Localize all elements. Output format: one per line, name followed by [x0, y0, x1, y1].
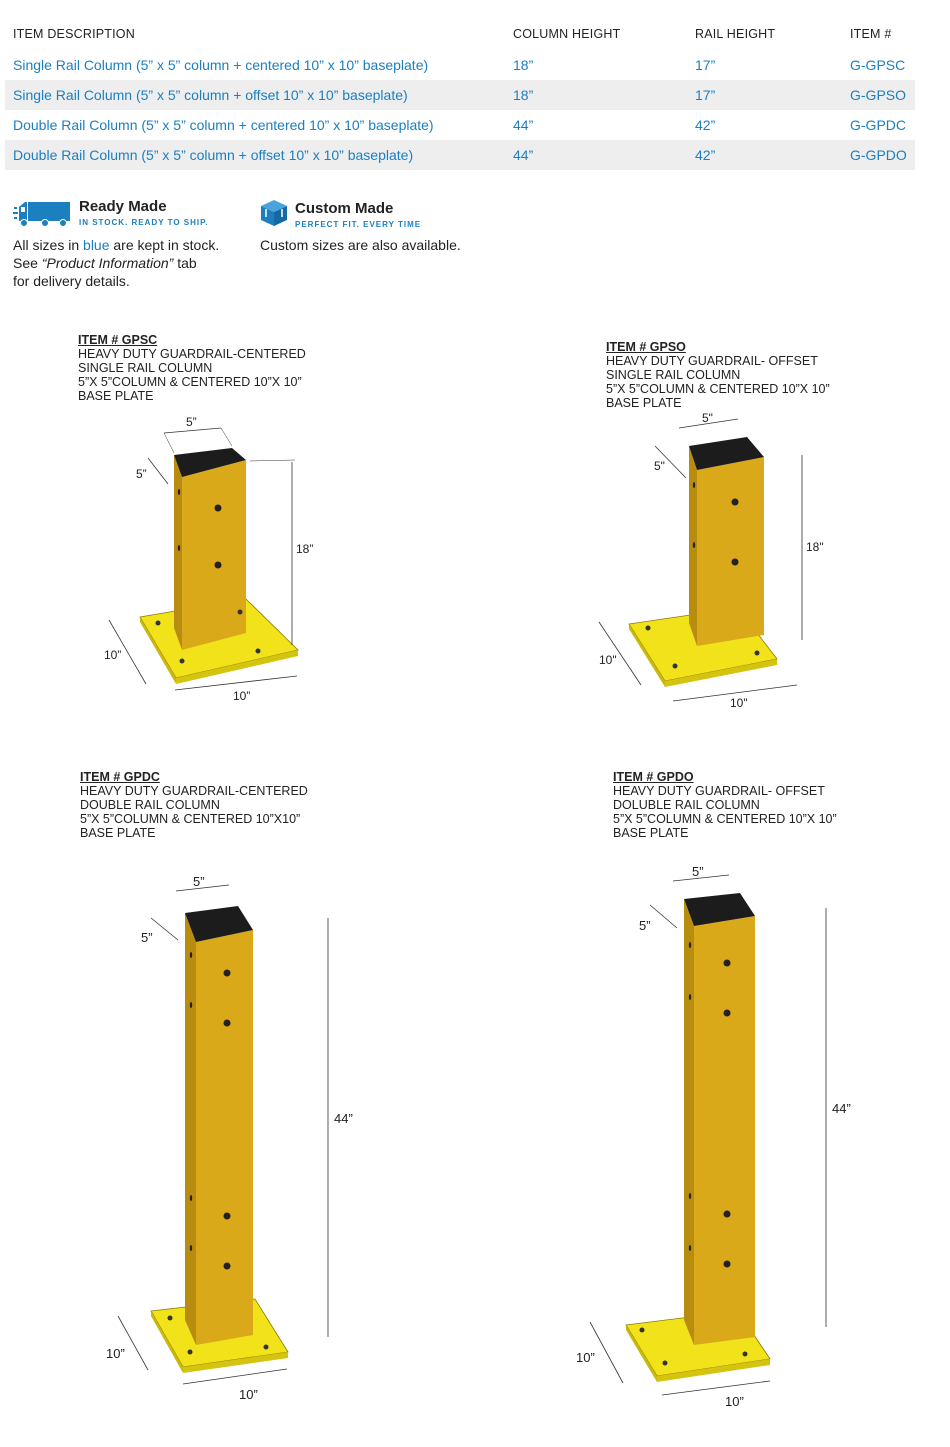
product-information-tab-ref: “Product Information”	[41, 255, 174, 271]
drawing-gpso	[599, 411, 824, 710]
caption-line: SINGLE RAIL COLUMN	[78, 361, 213, 375]
caption-line: 5”X 5”COLUMN & CENTERED 10”X 10”	[613, 812, 837, 826]
drawing-gpsc	[104, 415, 313, 703]
header-column-height: COLUMN HEIGHT	[513, 27, 621, 41]
custom-made-note: Custom sizes are also available.	[260, 237, 461, 253]
item-number: ITEM # GPDC	[80, 770, 160, 784]
dim-depth: 5”	[136, 467, 147, 481]
caption-line: 5”X 5”COLUMN & CENTERED 10”X 10”	[78, 375, 302, 389]
row-description[interactable]: Double Rail Column (5” x 5” column + offset 10” x 10” baseplate)	[5, 140, 505, 170]
row-description[interactable]: Double Rail Column (5” x 5” column + centered 10” x 10” baseplate)	[13, 117, 434, 133]
dim-depth: 5”	[639, 918, 651, 933]
dim-height: 44”	[832, 1101, 851, 1116]
caption-line: HEAVY DUTY GUARDRAIL- OFFSET	[613, 784, 825, 798]
drawing-gpdc	[106, 874, 353, 1402]
item-number: ITEM # GPDO	[613, 770, 694, 784]
dim-width: 5”	[193, 874, 205, 889]
row-column-height: 44”	[505, 140, 687, 170]
ready-made-subtitle: IN STOCK. READY TO SHIP.	[79, 218, 209, 227]
drawing-gpdo	[576, 864, 851, 1409]
note-text: All sizes in	[13, 237, 84, 253]
caption-line: BASE PLATE	[78, 389, 154, 403]
row-item-number[interactable]: G-GPSC	[850, 57, 906, 73]
dim-plate-side: 10”	[106, 1346, 125, 1361]
custom-made-title: Custom Made	[295, 200, 394, 217]
header-item-description: ITEM DESCRIPTION	[13, 27, 135, 41]
row-column-height: 44”	[513, 117, 534, 133]
dim-plate-front: 10”	[239, 1387, 258, 1402]
dim-plate-front: 10”	[725, 1394, 744, 1409]
caption-line: BASE PLATE	[80, 826, 156, 840]
custom-made-subtitle: PERFECT FIT. EVERY TIME	[295, 220, 422, 229]
row-rail-height: 42”	[687, 140, 842, 170]
note-text: tab	[173, 255, 197, 271]
caption-line: HEAVY DUTY GUARDRAIL-CENTERED	[78, 347, 306, 361]
item-number: ITEM # GPSO	[606, 340, 686, 354]
row-item-number[interactable]: G-GPSO	[842, 80, 915, 110]
dim-width: 5”	[692, 864, 704, 879]
caption-line: DOUBLE RAIL COLUMN	[80, 798, 220, 812]
caption-line: DOLUBLE RAIL COLUMN	[613, 798, 760, 812]
dim-width: 5”	[186, 415, 197, 429]
row-item-number[interactable]: G-GPDO	[842, 140, 915, 170]
caption-line: 5”X 5”COLUMN & CENTERED 10”X 10”	[606, 382, 830, 396]
item-number: ITEM # GPSC	[78, 333, 158, 347]
note-text: See	[13, 255, 42, 271]
dim-depth: 5”	[141, 930, 153, 945]
caption-line: HEAVY DUTY GUARDRAIL-CENTERED	[80, 784, 308, 798]
caption-line: 5”X 5”COLUMN & CENTERED 10”X10”	[80, 812, 301, 826]
dim-plate-side: 10”	[576, 1350, 595, 1365]
row-item-number[interactable]: G-GPDC	[850, 117, 906, 133]
dim-height: 44”	[334, 1111, 353, 1126]
header-item-number: ITEM #	[850, 27, 892, 41]
row-column-height: 18”	[513, 57, 534, 73]
note-text: for delivery details.	[13, 273, 130, 289]
caption-line: SINGLE RAIL COLUMN	[606, 368, 741, 382]
row-rail-height: 42”	[695, 117, 716, 133]
ready-made-title: Ready Made	[79, 198, 167, 215]
header-rail-height: RAIL HEIGHT	[695, 27, 776, 41]
dim-plate-front: 10”	[233, 689, 251, 703]
dim-height: 18”	[296, 542, 314, 556]
row-rail-height: 17”	[695, 57, 716, 73]
row-description[interactable]: Single Rail Column (5” x 5” column + offset 10” x 10” baseplate)	[5, 80, 505, 110]
caption-line: BASE PLATE	[613, 826, 689, 840]
row-column-height: 18”	[505, 80, 687, 110]
dim-width: 5"	[702, 411, 713, 425]
dim-plate-front: 10"	[730, 696, 748, 710]
row-rail-height: 17”	[687, 80, 842, 110]
note-text: are kept in stock.	[109, 237, 220, 253]
caption-line: HEAVY DUTY GUARDRAIL- OFFSET	[606, 354, 818, 368]
dim-plate-side: 10”	[104, 648, 122, 662]
row-description[interactable]: Single Rail Column (5” x 5” column + centered 10” x 10” baseplate)	[13, 57, 429, 73]
dim-depth: 5"	[654, 459, 665, 473]
dim-height: 18"	[806, 540, 824, 554]
caption-line: BASE PLATE	[606, 396, 682, 410]
dim-plate-side: 10"	[599, 653, 617, 667]
note-blue-word: blue	[83, 237, 110, 253]
